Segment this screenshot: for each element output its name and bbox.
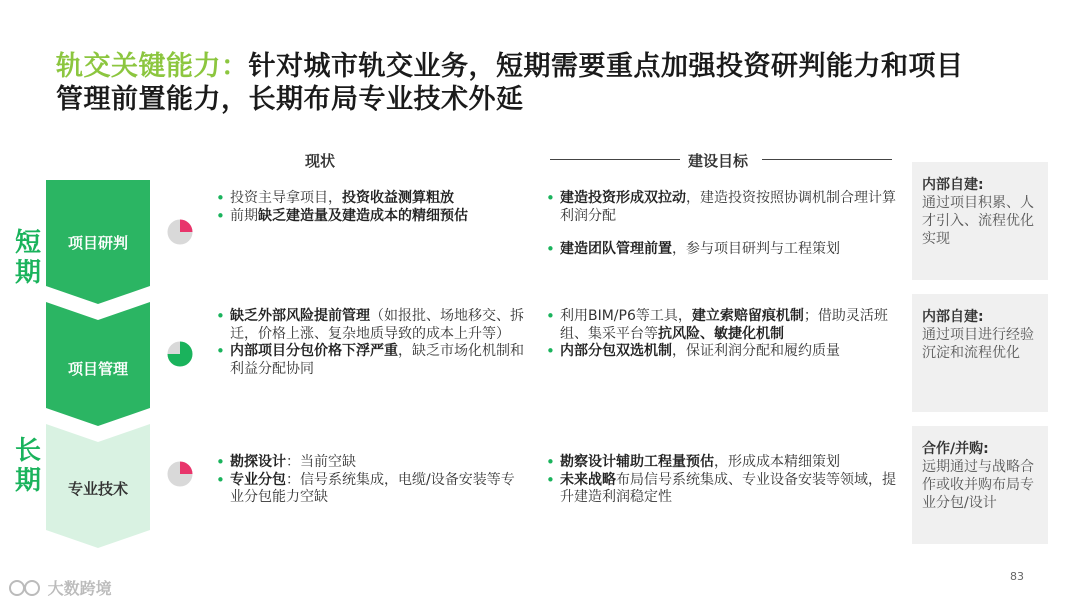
list-item: • 未来战略布局信号系统集成、专业设备安装等领域，提升建造利润稳定性 — [546, 472, 898, 507]
row-label-1: 项目研判 — [67, 234, 128, 252]
title-line1: 针对城市轨交业务，短期需要重点加强投资研判能力和项目 — [248, 51, 964, 82]
list-item: • 投资主导拿项目，投资收益测算粗放 — [216, 190, 526, 208]
column-head-goal: 建设目标 — [688, 152, 749, 170]
approach-title: 合作/并购: — [922, 441, 989, 457]
approach-box-1 — [912, 162, 1048, 280]
list-item: • 内部项目分包价格下浮严重，缺乏市场化机制和利益分配协同 — [216, 343, 526, 378]
approach-box-3 — [912, 426, 1048, 544]
approach-body: 远期通过与战略合作或收并购布局专业分包/设计 — [922, 459, 1034, 511]
approach-body: 通过项目积累、人才引入、流程优化实现 — [922, 195, 1034, 247]
title-highlight: 轨交关键能力： — [56, 51, 249, 82]
goal-list-1 — [546, 190, 898, 259]
pie-icon-3 — [166, 460, 194, 488]
goal-line-left — [550, 159, 680, 160]
page-title — [56, 50, 1046, 116]
title-line2: 管理前置能力，长期布局专业技术外延 — [56, 84, 524, 115]
current-list-1 — [216, 190, 526, 225]
list-item: • 勘察设计辅助工程量预估，形成成本精细策划 — [546, 454, 898, 472]
current-list-3 — [216, 454, 526, 507]
period-long: 长 期 — [14, 436, 41, 496]
goal-line-right — [762, 159, 892, 160]
approach-box-2 — [912, 294, 1048, 412]
approach-title: 内部自建: — [922, 177, 984, 193]
list-item: • 建造投资形成双拉动，建造投资按照协调机制合理计算利润分配 — [546, 190, 898, 225]
row-label-3: 专业技术 — [67, 480, 128, 498]
page-number: 83 — [1010, 570, 1024, 583]
current-list-2 — [216, 308, 526, 378]
pie-icon-2 — [166, 340, 194, 368]
list-item: • 利用BIM/P6等工具，建立索赔留痕机制；借助灵活班组、集采平台等抗风险、敏捷化机制 — [546, 308, 898, 343]
list-item: • 建造团队管理前置，参与项目研判与工程策划 — [546, 241, 898, 259]
list-item: • 专业分包：信号系统集成，电缆/设备安装等专业分包能力空缺 — [216, 472, 526, 507]
list-item: • 缺乏外部风险提前管理（如报批、场地移交、拆迁，价格上涨、复杂地质导致的成本上升等） — [216, 308, 526, 343]
goal-list-2 — [546, 308, 898, 361]
goal-list-3 — [546, 454, 898, 507]
list-item: • 内部分包双选机制，保证利润分配和履约质量 — [546, 343, 898, 361]
watermark-logo: 大数跨境 — [8, 576, 112, 599]
list-item: • 勘探设计：当前空缺 — [216, 454, 526, 472]
column-head-current: 现状 — [305, 152, 336, 170]
approach-body: 通过项目进行经验沉淀和流程优化 — [922, 327, 1034, 361]
list-item: • 前期缺乏建造量及建造成本的精细预估 — [216, 208, 526, 226]
pie-icon-1 — [166, 218, 194, 246]
approach-title: 内部自建: — [922, 309, 984, 325]
period-short: 短 期 — [14, 228, 41, 288]
logo-icon — [8, 579, 42, 597]
row-label-2: 项目管理 — [67, 360, 128, 378]
